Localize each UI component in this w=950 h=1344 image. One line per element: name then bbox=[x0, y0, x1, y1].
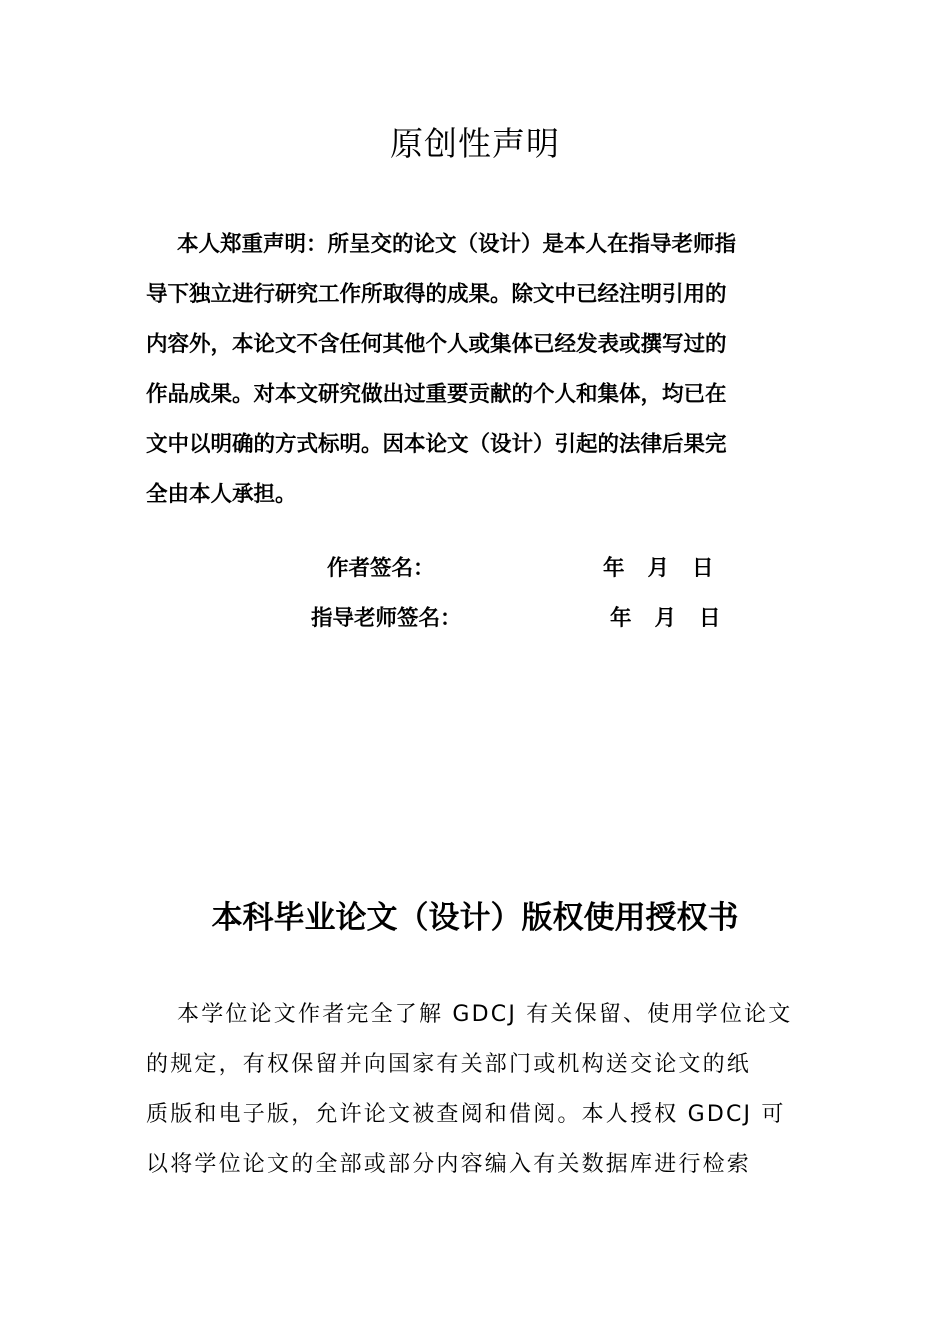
advisor-signature-label: 指导老师签名： bbox=[311, 606, 462, 631]
authorization-line: 以将学位论文的全部或部分内容编入有关数据库进行检索 bbox=[146, 1152, 752, 1177]
authorization-line: 的规定，有权保留并向国家有关部门或机构送交论文的纸 bbox=[146, 1052, 752, 1077]
authorization-line: 本学位论文作者完全了解 GDCJ 有关保留、使用学位论文 bbox=[177, 1002, 793, 1027]
authorization-paragraph bbox=[146, 990, 816, 1190]
author-signature-label: 作者签名： bbox=[327, 556, 435, 581]
declaration-line: 全由本人承担。 bbox=[146, 482, 297, 507]
declaration-line: 作品成果。对本文研究做出过重要贡献的个人和集体，均已在 bbox=[146, 382, 727, 407]
advisor-signature-date: 年 月 日 bbox=[610, 606, 721, 631]
declaration-paragraph bbox=[146, 220, 806, 520]
declaration-line: 导下独立进行研究工作所取得的成果。除文中已经注明引用的 bbox=[146, 282, 727, 307]
declaration-line: 内容外，本论文不含任何其他个人或集体已经发表或撰写过的 bbox=[146, 332, 727, 357]
declaration-title: 原创性声明 bbox=[390, 124, 560, 163]
declaration-line: 文中以明确的方式标明。因本论文（设计）引起的法律后果完 bbox=[146, 432, 727, 457]
author-signature-date: 年 月 日 bbox=[603, 556, 714, 581]
declaration-line: 本人郑重声明：所呈交的论文（设计）是本人在指导老师指 bbox=[177, 232, 737, 257]
authorization-line: 质版和电子版，允许论文被查阅和借阅。本人授权 GDCJ 可 bbox=[146, 1102, 786, 1127]
authorization-title: 本科毕业论文（设计）版权使用授权书 bbox=[211, 900, 739, 936]
